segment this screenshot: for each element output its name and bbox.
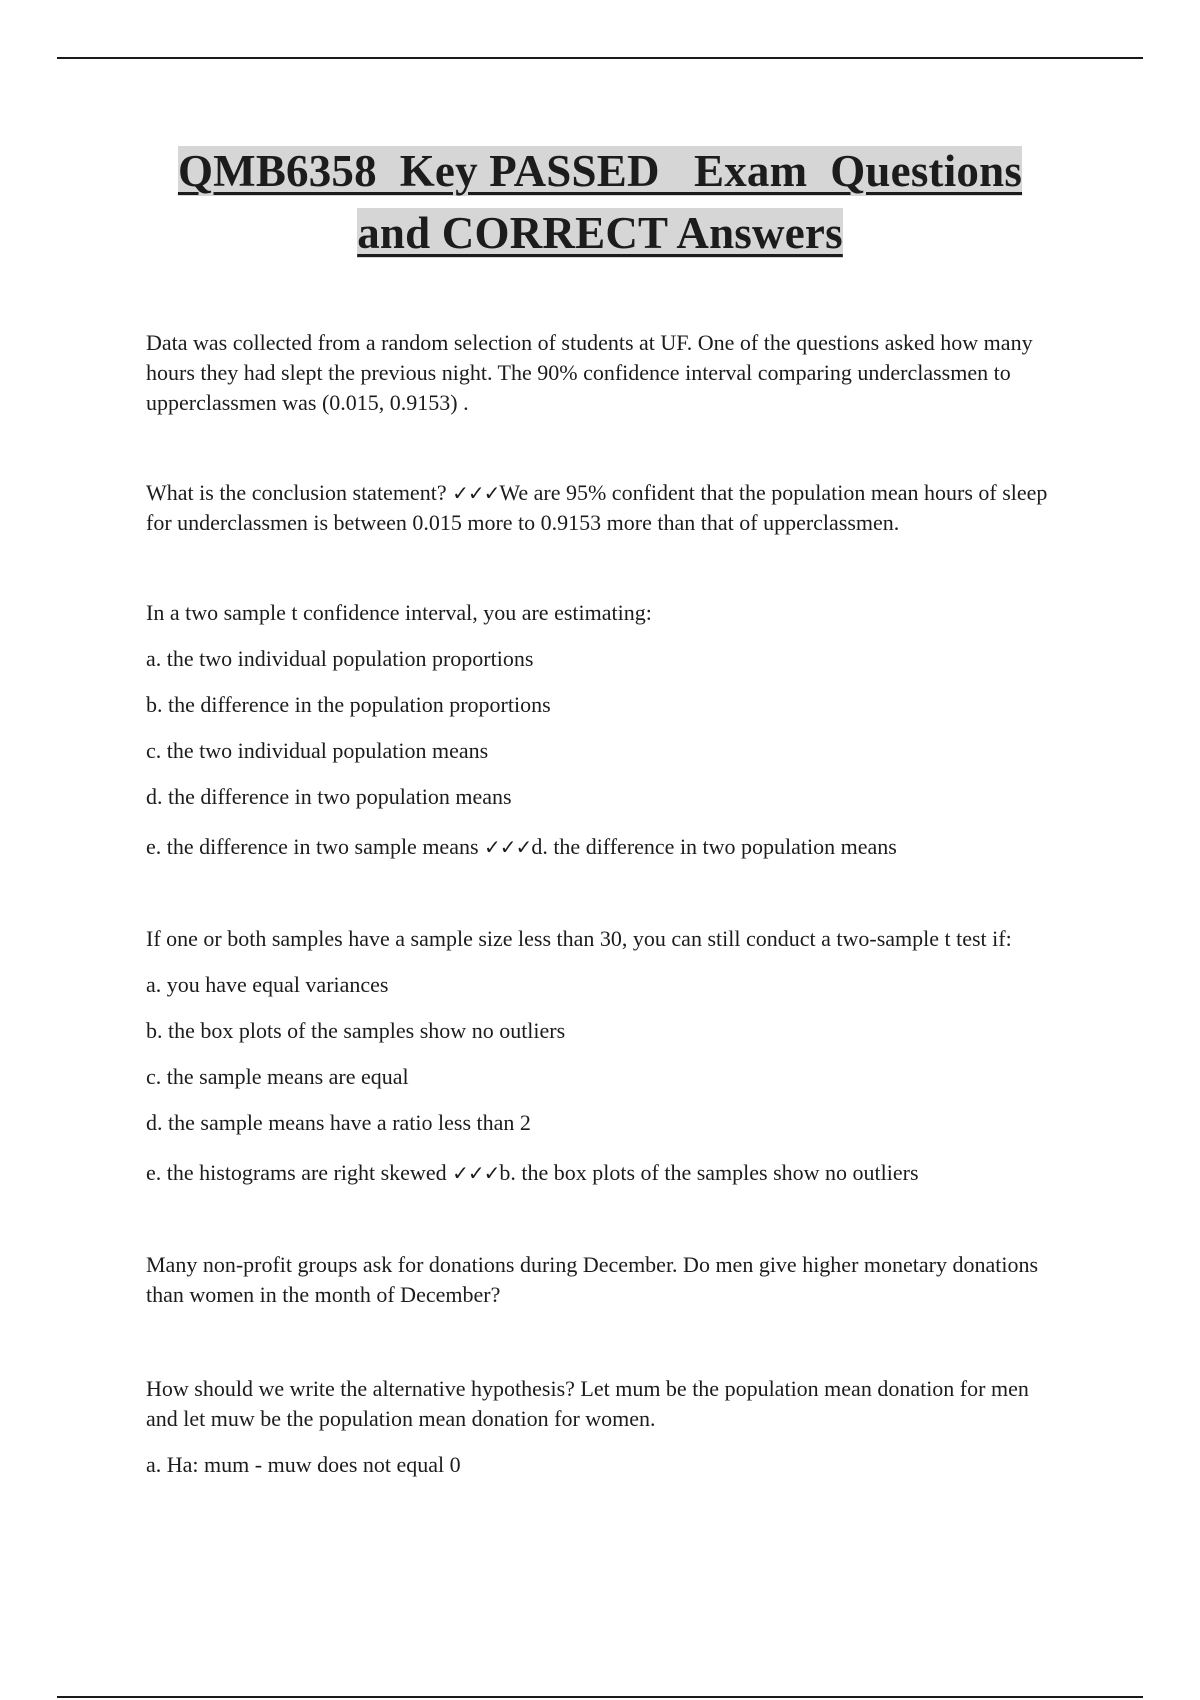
option-e-with-answer: [146, 1158, 1056, 1188]
option-a: a. Ha: mum - muw does not equal 0: [146, 1452, 461, 1477]
checkmarks-icon: ✓✓✓: [452, 481, 500, 505]
option-c: c. the two individual population means: [146, 738, 489, 763]
option-b: b. the difference in the population proportions: [146, 692, 551, 717]
checkmarks-icon: ✓✓✓: [452, 1161, 500, 1185]
option-e: e. the difference in two sample means: [146, 834, 479, 859]
option-c: c. the sample means are equal: [146, 1064, 409, 1089]
checkmarks-icon: ✓✓✓: [484, 835, 532, 859]
question-alt-hypothesis: How should we write the alternative hypothesis? Let mum be the population mean donation for men and let muw be the population mean donation for women.: [146, 1376, 1029, 1431]
question-two-sample-ci: In a two sample t confidence interval, you are estimating:: [146, 600, 652, 625]
option-a: a. you have equal variances: [146, 972, 389, 997]
option-e-with-answer: [146, 832, 1056, 862]
question-text: What is the conclusion statement?: [146, 480, 447, 505]
option-d: d. the difference in two population means: [146, 784, 512, 809]
title-line-1: QMB6358 Key PASSED Exam Questions: [177, 146, 1023, 196]
question-small-sample: If one or both samples have a sample size less than 30, you can still conduct a two-sample t test if:: [146, 926, 1012, 951]
donations-paragraph: Many non-profit groups ask for donations during December. Do men give higher monetary donations than women in the month of December?: [146, 1252, 1039, 1307]
document-body: [146, 328, 1056, 1480]
option-d: d. the sample means have a ratio less than 2: [146, 1110, 531, 1135]
option-a: a. the two individual population proportions: [146, 646, 534, 671]
footer-rule: [57, 1696, 1143, 1698]
header-rule: [57, 57, 1143, 59]
intro-paragraph: Data was collected from a random selection of students at UF. One of the questions asked how many hours they had slept the previous night. The 90% confidence interval comparing underclassmen to upperclassmen was (0.015, 0.9153) .: [146, 330, 1033, 415]
option-e: e. the histograms are right skewed: [146, 1160, 447, 1185]
answer-text: d. the difference in two population means: [531, 834, 897, 859]
answer-text: We are 95% confident that the population mean hours of sleep for underclassmen is between 0.015 more to 0.9153 more than that of upperclassmen.: [146, 480, 1048, 535]
answer-text: b. the box plots of the samples show no outliers: [499, 1160, 919, 1185]
document-title: [57, 140, 1143, 264]
option-b: b. the box plots of the samples show no outliers: [146, 1018, 566, 1043]
title-line-2: and CORRECT Answers: [357, 208, 843, 258]
qa-conclusion: [146, 478, 1056, 538]
